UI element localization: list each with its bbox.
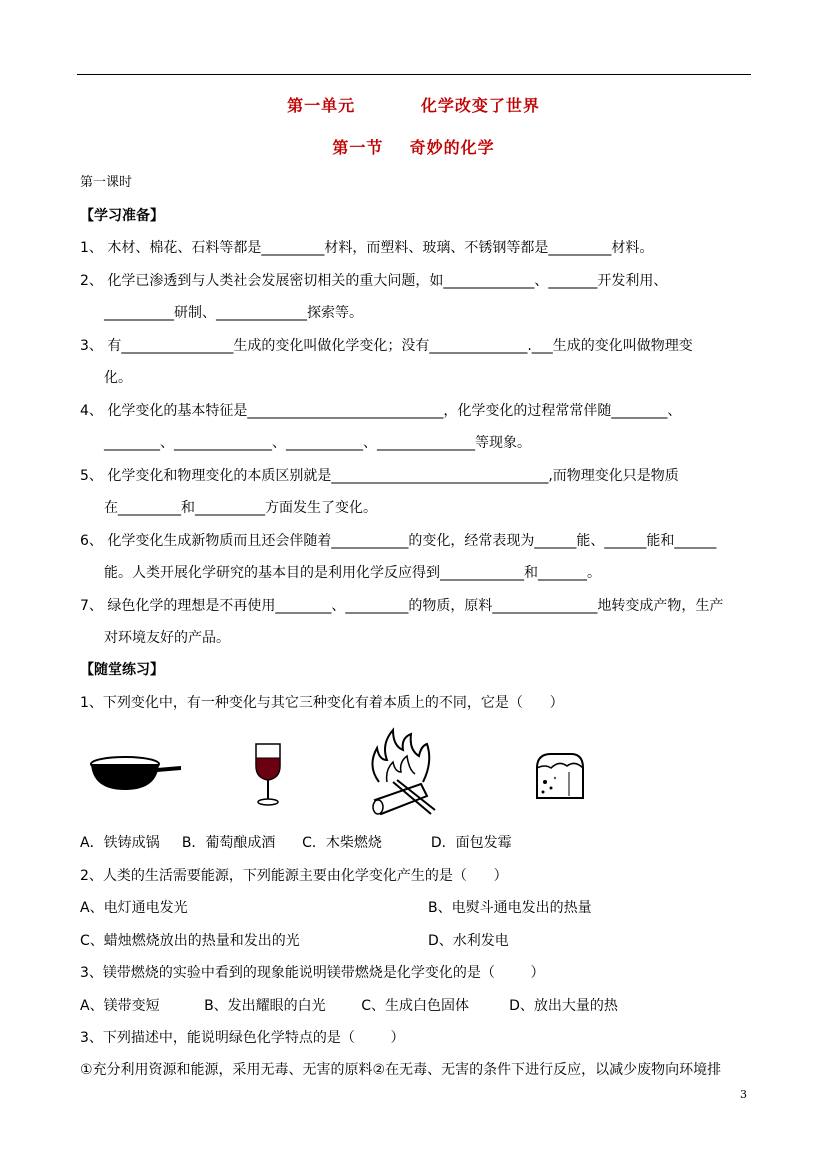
practice-1-options: A．铁铸成锅 B．葡萄酿成酒 C．木柴燃烧 D．面包发霉 xyxy=(80,835,512,851)
practice-heading: 【随堂练习】 xyxy=(80,662,164,678)
question-6-line2: 能。人类开展化学研究的基本目的是利用化学反应得到____________和_______。 xyxy=(104,565,601,581)
practice-2-question: 2、人类的生活需要能源，下列能源主要由化学变化产生的是（ ） xyxy=(80,868,508,884)
question-5-line1: 5、 化学变化和物理变化的本质区别就是_______________________________,而物理变化只是物质 xyxy=(80,468,679,484)
practice-4-question: 3、下列描述中，能说明绿色化学特点的是（ ） xyxy=(80,1030,405,1046)
practice-3-question: 3、镁带燃烧的实验中看到的现象能说明镁带燃烧是化学变化的是（ ） xyxy=(80,965,545,981)
question-4-line2: ________、______________、___________、______________等现象。 xyxy=(104,435,531,451)
lesson-label: 第一课时 xyxy=(80,175,133,190)
burning-wood-icon xyxy=(365,726,437,820)
frying-pan-icon xyxy=(85,750,185,800)
practice-2-option-a: A、电灯通电发光 xyxy=(80,900,188,916)
header-rule xyxy=(77,74,751,75)
practice-2-option-b: B、电熨斗通电发出的热量 xyxy=(428,900,592,916)
practice-3-options: A、镁带变短 B、发出耀眼的白光 C、生成白色固体 D、放出大量的热 xyxy=(80,998,618,1014)
section-title: 第一节 奇妙的化学 xyxy=(332,138,495,157)
question-3-line1: 3、 有________________生成的变化叫做化学变化；没有______________.___生成的变化叫做物理变 xyxy=(80,338,693,354)
question-7-line2: 对环境友好的产品。 xyxy=(104,630,230,646)
practice-4-statement: ①充分利用资源和能源，采用无毒、无害的原料②在无毒、无害的条件下进行反应，以减少废物向环境排 xyxy=(80,1062,722,1078)
question-6-line1: 6、 化学变化生成新物质而且还会伴随着___________的变化，经常表现为______能、______能和______ xyxy=(80,533,717,549)
wine-glass-icon xyxy=(250,740,286,808)
study-prep-heading: 【学习准备】 xyxy=(80,208,164,224)
moldy-bread-icon xyxy=(533,748,585,804)
question-4-line1: 4、 化学变化的基本特征是____________________________，化学变化的过程常常伴随________、 xyxy=(80,403,682,419)
practice-2-option-d: D、水利发电 xyxy=(428,933,509,949)
unit-title: 第一单元 化学改变了世界 xyxy=(287,96,540,115)
question-5-line2: 在_________和__________方面发生了变化。 xyxy=(104,500,377,516)
question-1: 1、 木材、棉花、石料等都是_________材料，而塑料、玻璃、不锈钢等都是_________材料。 xyxy=(80,240,654,256)
practice-1-question: 1、下列变化中，有一种变化与其它三种变化有着本质上的不同，它是（ ） xyxy=(80,695,564,711)
question-2-line1: 2、 化学已渗透到与人类社会发展密切相关的重大问题，如_____________、_______开发利用、 xyxy=(80,273,668,289)
question-2-line2: __________研制、_____________探索等。 xyxy=(104,305,363,321)
question-7-line1: 7、 绿色化学的理想是不再使用________、_________的物质，原料_______________地转变成产物，生产 xyxy=(80,598,724,614)
question-3-line2: 化。 xyxy=(104,370,132,386)
page-number: 3 xyxy=(740,1088,747,1101)
practice-2-option-c: C、蜡烛燃烧放出的热量和发出的光 xyxy=(80,933,300,949)
